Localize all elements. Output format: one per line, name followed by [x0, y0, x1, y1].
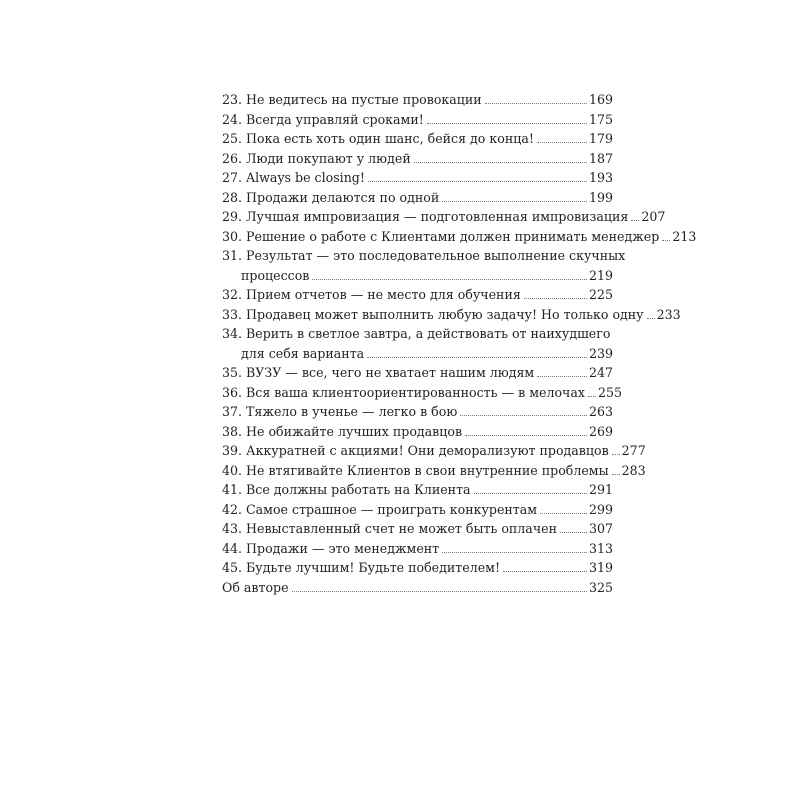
dot-leader — [647, 318, 655, 319]
toc-entry — [222, 500, 613, 520]
toc-entry-title-continuation: для себя варианта — [241, 345, 365, 361]
toc-entry — [222, 110, 613, 130]
toc-entry-page-number: 263 — [588, 404, 613, 419]
toc-entry — [222, 129, 613, 149]
toc-entry-title: 23. Не ведитесь на пустые провокации — [222, 92, 482, 107]
toc-entry-line — [222, 519, 613, 539]
toc-entry-line — [222, 207, 666, 227]
toc-entry-page-number: 219 — [588, 267, 613, 283]
toc-entry — [222, 402, 613, 422]
toc-entry-page-number: 255 — [597, 384, 623, 400]
toc-entry-line — [222, 422, 613, 442]
dot-leader — [368, 181, 587, 182]
toc-entry-line — [222, 188, 613, 208]
dot-leader — [612, 454, 620, 455]
toc-entry-line — [222, 344, 613, 364]
toc-entry-page-number: 319 — [588, 560, 613, 575]
toc-entry-title: 40. Не втягивайте Клиентов в свои внутренние проблемы — [222, 462, 609, 478]
toc-entry-title: 39. Аккуратней с акциями! Они деморализуют продавцов — [222, 443, 609, 458]
toc-entry-page-number: 239 — [588, 345, 613, 361]
toc-entry-page-number: 199 — [588, 189, 613, 205]
toc-entry — [222, 285, 613, 305]
toc-entry-line — [222, 90, 613, 110]
toc-entry-page-number: 193 — [588, 170, 613, 185]
toc-entry-line — [222, 500, 613, 520]
toc-entry-page-number: 325 — [588, 579, 613, 595]
toc-entry — [222, 422, 613, 442]
toc-entry-title: 32. Прием отчетов — не место для обучения — [222, 287, 521, 302]
toc-entry — [222, 383, 623, 403]
toc-entry-page-number: 207 — [641, 209, 666, 224]
dot-leader — [442, 201, 587, 202]
toc-entry-page-number: 247 — [588, 365, 613, 380]
toc-entry-title: 26. Люди покупают у людей — [222, 150, 411, 166]
toc-entry-line — [222, 441, 646, 461]
dot-leader — [465, 435, 587, 436]
toc-entry-title: 34. Верить в светлое завтра, а действовать от наихудшего — [222, 326, 611, 341]
toc-entry-title: 35. ВУЗУ — все, чего не хватает нашим людям — [222, 365, 535, 380]
toc-entry-line — [222, 383, 623, 403]
toc-entry-line — [222, 480, 613, 500]
toc-entry-line — [222, 539, 613, 559]
dot-leader — [460, 415, 587, 416]
toc-entry-title: 41. Все должны работать на Клиента — [222, 482, 471, 497]
toc-entry-line — [222, 305, 681, 325]
toc-entry-page-number: 269 — [588, 423, 613, 439]
dot-leader — [537, 142, 587, 143]
toc-entry-page-number: 283 — [621, 462, 646, 478]
toc-entry-page-number: 179 — [588, 131, 613, 146]
toc-entry-title: 45. Будьте лучшим! Будьте победителем! — [222, 560, 501, 575]
toc-entry-line — [222, 285, 613, 305]
dot-leader — [524, 298, 587, 299]
dot-leader — [442, 552, 587, 553]
toc-entry-page-number: 307 — [588, 521, 613, 536]
dot-leader — [474, 493, 587, 494]
dot-leader — [540, 513, 587, 514]
toc-entry — [222, 149, 613, 169]
toc-entry-title: 43. Невыставленный счет не может быть оплачен — [222, 521, 557, 536]
toc-entry-title: 42. Самое страшное — проиграть конкурентам — [222, 501, 538, 517]
toc-entry — [222, 461, 646, 481]
toc-entry — [222, 441, 646, 461]
toc-entry-title: 33. Продавец может выполнить любую задачу! Но только одну — [222, 306, 644, 322]
toc-entry-line — [222, 402, 613, 422]
toc-entry — [222, 324, 613, 363]
toc-entry-title: 29. Лучшая импровизация — подготовленная импровизация — [222, 209, 629, 224]
table-of-contents — [222, 90, 697, 597]
toc-entry — [222, 227, 697, 247]
toc-entry-title: 31. Результат — это последовательное выполнение скучных — [222, 248, 626, 263]
toc-entry-page-number: 277 — [621, 443, 646, 458]
toc-entry-page-number: 225 — [588, 287, 613, 302]
toc-entry — [222, 558, 613, 578]
toc-entry-line — [222, 110, 613, 130]
dot-leader — [537, 376, 587, 377]
toc-entry — [222, 363, 613, 383]
dot-leader — [485, 103, 587, 104]
toc-entry-line — [222, 363, 613, 383]
toc-entry — [222, 90, 613, 110]
toc-entry-line — [222, 558, 613, 578]
toc-entry-line — [222, 149, 613, 169]
toc-entry-title: 25. Пока есть хоть один шанс, бейся до конца! — [222, 131, 534, 146]
toc-entry-page-number: 175 — [588, 111, 613, 127]
dot-leader — [503, 571, 587, 572]
toc-entry-title: 28. Продажи делаются по одной — [222, 189, 440, 205]
dot-leader — [612, 474, 620, 475]
toc-entry-line — [222, 129, 613, 149]
toc-entry-title: 44. Продажи — это менеджмент — [222, 540, 440, 556]
toc-entry-page-number: 213 — [672, 228, 697, 244]
toc-entry — [222, 539, 613, 559]
dot-leader — [292, 591, 587, 592]
dot-leader — [427, 123, 587, 124]
toc-entry-line — [222, 266, 613, 286]
dot-leader — [312, 279, 587, 280]
toc-entry-title: Об авторе — [222, 579, 289, 595]
dot-leader — [588, 396, 596, 397]
toc-entry-page-number: 187 — [588, 150, 613, 166]
toc-entry-line — [222, 168, 613, 188]
toc-entry — [222, 305, 681, 325]
toc-entry-line — [222, 227, 697, 247]
toc-entry — [222, 188, 613, 208]
toc-entry — [222, 207, 666, 227]
toc-entry-title: 30. Решение о работе с Клиентами должен принимать менеджер — [222, 228, 660, 244]
toc-entry — [222, 246, 626, 285]
dot-leader — [367, 357, 587, 358]
toc-entry-title: 38. Не обижайте лучших продавцов — [222, 423, 463, 439]
toc-entry-page-number: 299 — [588, 501, 613, 517]
toc-entry-title: 36. Вся ваша клиентоориентированность — в мелочах — [222, 384, 585, 400]
toc-entry-page-number: 233 — [656, 306, 681, 322]
toc-entry — [222, 480, 613, 500]
dot-leader — [560, 532, 587, 533]
toc-entry-title-continuation: процессов — [241, 267, 310, 283]
toc-entry — [222, 578, 613, 598]
toc-entry-line — [222, 461, 646, 481]
toc-entry-page-number: 313 — [588, 540, 613, 556]
toc-entry-title: 24. Всегда управляй сроками! — [222, 111, 424, 127]
toc-entry-title: 37. Тяжело в ученье — легко в бою — [222, 404, 458, 419]
dot-leader — [662, 240, 670, 241]
toc-entry — [222, 168, 613, 188]
toc-entry — [222, 519, 613, 539]
dot-leader — [631, 220, 639, 221]
toc-entry-title: 27. Always be closing! — [222, 170, 365, 185]
toc-entry-line — [222, 578, 613, 598]
toc-entry-page-number: 169 — [588, 92, 613, 107]
toc-entry-page-number: 291 — [588, 482, 613, 497]
dot-leader — [414, 162, 587, 163]
